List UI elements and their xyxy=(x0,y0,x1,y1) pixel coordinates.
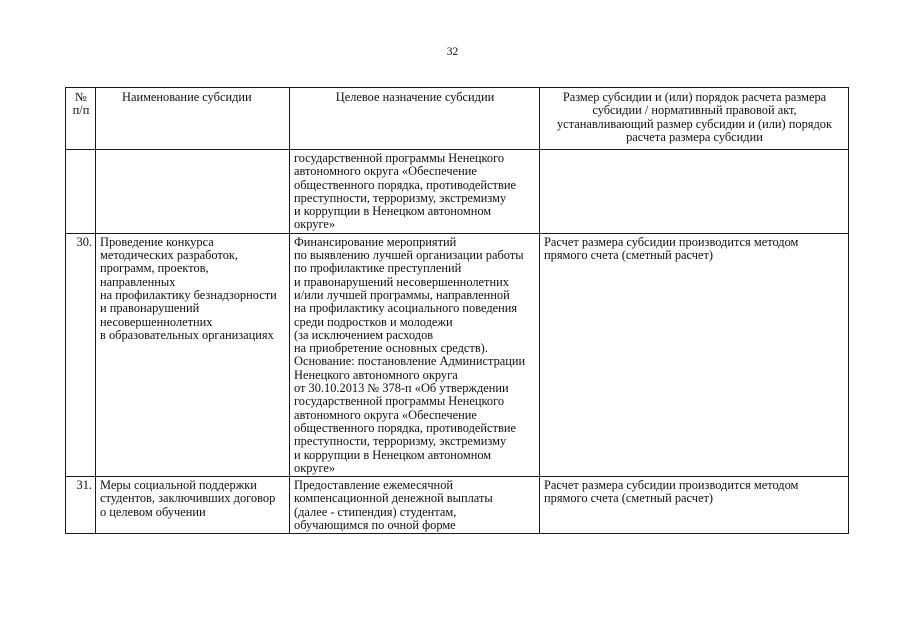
table-body xyxy=(66,150,849,534)
cell-subsidy-purpose-line: округе» xyxy=(294,460,336,475)
cell-subsidy-name xyxy=(96,233,290,476)
cell-subsidy-purpose-line: среди подростков и молодежи xyxy=(294,314,453,329)
cell-subsidy-size-line: Расчет размера субсидии производится методом xyxy=(544,234,799,249)
cell-subsidy-purpose-line: автономного округа «Обеспечение xyxy=(294,407,477,422)
cell-subsidy-purpose-line: Ненецкого автономного округа xyxy=(294,367,458,382)
cell-subsidy-name xyxy=(96,477,290,534)
header-size-line: субсидии / нормативный правовой акт, xyxy=(592,103,797,118)
cell-subsidy-name-line: несовершеннолетних xyxy=(100,314,213,329)
header-size-line: Размер субсидии и (или) порядок расчета размера xyxy=(562,90,827,104)
cell-subsidy-size-line: прямого счета (сметный расчет) xyxy=(544,248,714,263)
cell-subsidy-size xyxy=(540,233,849,476)
cell-subsidy-purpose-line: и/или лучшей программы, направленной xyxy=(294,287,510,302)
table-row xyxy=(66,150,849,234)
cell-subsidy-name-line: студентов, заключивших договор xyxy=(100,491,276,506)
cell-subsidy-purpose-line: от 30.10.2013 № 378-п «Об утверждении xyxy=(294,381,509,396)
table-row xyxy=(66,477,849,534)
header-subsidy-purpose xyxy=(290,88,540,150)
cell-subsidy-purpose-line: Основание: постановление Администрации xyxy=(294,354,526,369)
cell-subsidy-purpose-line: общественного порядка, противодействие xyxy=(294,420,516,435)
subsidy-table xyxy=(65,87,849,534)
cell-subsidy-name-line: в образовательных организациях xyxy=(100,327,274,342)
header-size-line: устанавливающий размер субсидии и (или) порядок xyxy=(556,116,832,131)
cell-subsidy-purpose-line: и коррупции в Ненецком автономном xyxy=(294,447,492,462)
cell-subsidy-name xyxy=(96,150,290,234)
cell-subsidy-purpose xyxy=(290,477,540,534)
cell-subsidy-size xyxy=(540,477,849,534)
cell-subsidy-purpose-line: Предоставление ежемесячной xyxy=(294,478,454,493)
cell-subsidy-purpose xyxy=(290,150,540,234)
cell-subsidy-purpose-line: округе» xyxy=(294,217,336,232)
cell-subsidy-purpose-line: компенсационной денежной выплаты xyxy=(294,491,493,506)
cell-row-number xyxy=(66,150,96,234)
header-size-line: расчета размера субсидии xyxy=(626,129,763,144)
cell-subsidy-purpose-line: по профилактике преступлений xyxy=(294,261,462,276)
cell-subsidy-purpose-line: на приобретение основных средств). xyxy=(294,341,488,356)
header-purpose-line: Целевое назначение субсидии xyxy=(335,90,495,104)
cell-row-number: 31. xyxy=(66,477,96,534)
cell-subsidy-name-line: о целевом обучении xyxy=(100,504,206,519)
cell-subsidy-purpose-line: преступности, терроризму, экстремизму xyxy=(294,190,507,205)
cell-subsidy-name-line: методических разработок, xyxy=(100,248,239,263)
table-row xyxy=(66,233,849,476)
header-number-line: № xyxy=(75,90,87,104)
header-name-line: Наименование субсидии xyxy=(122,90,252,104)
cell-subsidy-purpose-line: и коррупции в Ненецком автономном xyxy=(294,204,492,219)
cell-subsidy-purpose-line: общественного порядка, противодействие xyxy=(294,177,516,192)
cell-subsidy-name-line: программ, проектов, xyxy=(100,261,209,276)
cell-subsidy-purpose-line: преступности, терроризму, экстремизму xyxy=(294,434,507,449)
cell-subsidy-purpose-line: государственной программы Ненецкого xyxy=(294,151,505,165)
cell-subsidy-name-line: Проведение конкурса xyxy=(100,234,214,249)
cell-subsidy-purpose-line: Финансирование мероприятий xyxy=(294,234,457,249)
cell-subsidy-name-line: на профилактику безнадзорности xyxy=(100,287,277,302)
cell-subsidy-purpose xyxy=(290,233,540,476)
cell-subsidy-purpose-line: обучающимся по очной форме xyxy=(294,518,456,533)
cell-subsidy-purpose-line: по выявлению лучшей организации работы xyxy=(294,248,524,263)
page-number: 32 xyxy=(446,46,459,58)
table-header-row xyxy=(66,88,849,150)
cell-subsidy-purpose-line: (за исключением расходов xyxy=(294,327,434,342)
cell-subsidy-size-line: Расчет размера субсидии производится методом xyxy=(544,478,799,493)
cell-subsidy-purpose-line: автономного округа «Обеспечение xyxy=(294,164,477,179)
cell-subsidy-name-line: и правонарушений xyxy=(100,301,200,316)
header-number-line: п/п xyxy=(72,103,90,118)
header-subsidy-name xyxy=(96,88,290,150)
header-subsidy-size xyxy=(540,88,849,150)
cell-subsidy-purpose-line: на профилактику асоциального поведения xyxy=(294,301,518,316)
cell-subsidy-purpose-line: (далее - стипендия) студентам, xyxy=(294,504,457,519)
header-number xyxy=(66,88,96,150)
cell-subsidy-name-line: направленных xyxy=(100,274,176,289)
cell-row-number: 30. xyxy=(66,233,96,476)
cell-subsidy-size-line: прямого счета (сметный расчет) xyxy=(544,491,714,506)
cell-subsidy-name-line: Меры социальной поддержки xyxy=(100,478,257,493)
cell-subsidy-purpose-line: и правонарушений несовершеннолетних xyxy=(294,274,509,289)
cell-subsidy-purpose-line: государственной программы Ненецкого xyxy=(294,394,505,409)
cell-subsidy-size xyxy=(540,150,849,234)
